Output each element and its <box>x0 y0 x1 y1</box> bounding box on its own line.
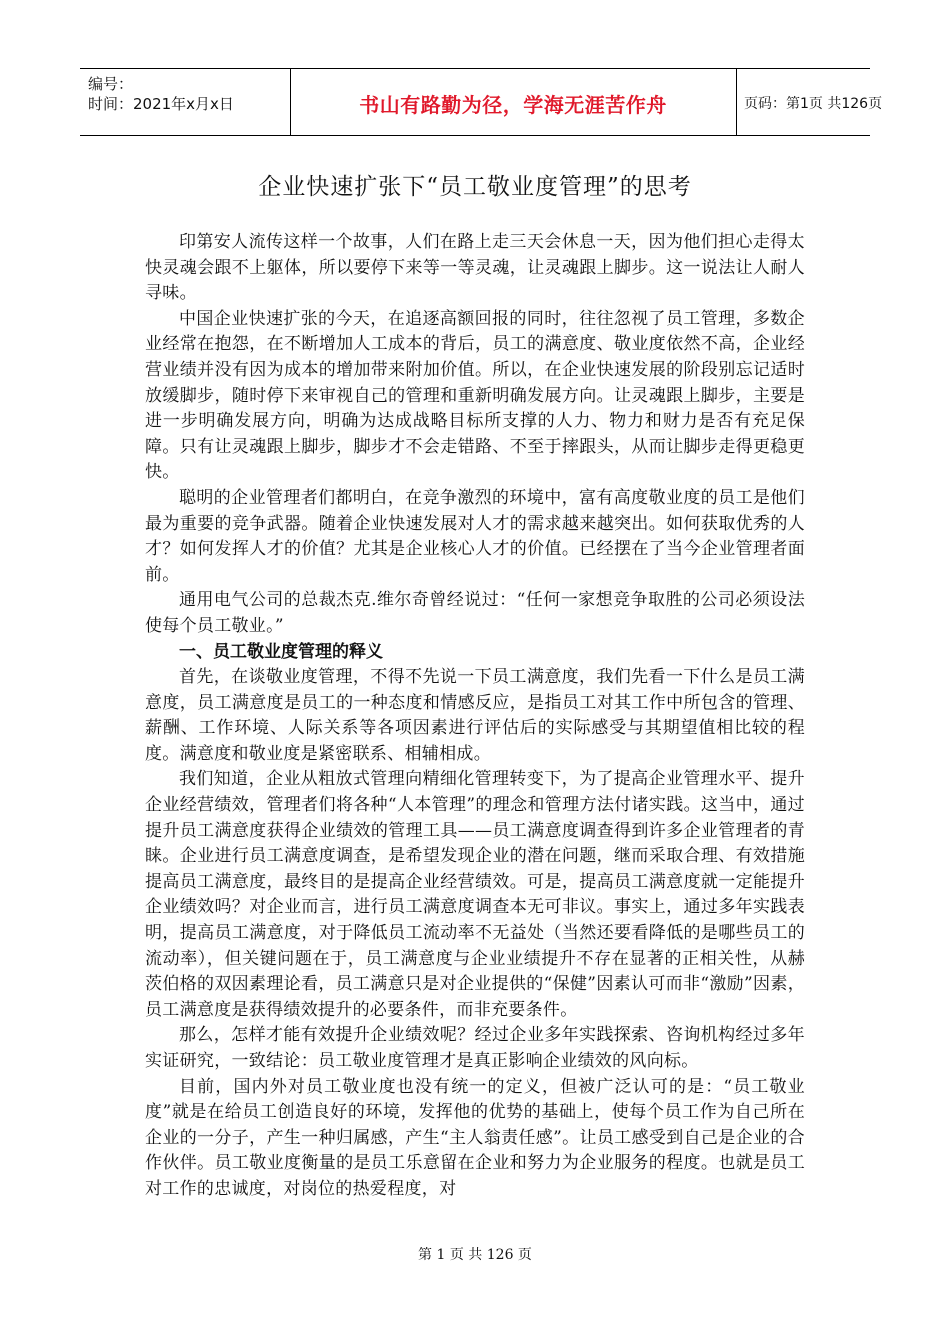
header-meta-cell <box>80 69 291 135</box>
header-page-cell <box>736 69 883 135</box>
body-paragraph: 中国企业快速扩张的今天，在追逐高额回报的同时，往往忽视了员工管理，多数企业经常在抱怨，在不断增加人工成本的背后，员工的满意度、敬业度依然不高，企业经营业绩并没有因为成本的增加带来附加价值。所以，在企业快速发展的阶段别忘记适时放缓脚步，随时停下来审视自己的管理和重新明确发展方向。让灵魂跟上脚步，主要是进一步明确发展方向，明确为达成战略目标所支撑的人力、物力和财力是否有充足保障。只有让灵魂跟上脚步，脚步才不会走错路、不至于摔跟头，从而让脚步走得更稳更快。 <box>145 308 805 483</box>
body-paragraph: 聪明的企业管理者们都明白，在竞争激烈的环境中，富有高度敬业度的员工是他们最为重要的竞争武器。随着企业快速发展对人才的需求越来越突出。如何获取优秀的人才？如何发挥人才的价值？尤其是企业核心人才的价值。已经摆在了当今企业管理者面前。 <box>145 487 805 585</box>
section-heading: 一、员工敬业度管理的释义 <box>179 641 383 662</box>
header-motto: 书山有路勤为径，学海无涯苦作舟 <box>359 93 667 117</box>
body-paragraph: 目前，国内外对员工敬业度也没有统一的定义，但被广泛认可的是：“员工敬业度”就是在给员工创造良好的环境，发挥他的优势的基础上，使每个员工作为自己所在企业的一分子，产生一种归属感，产生“主人翁责任感”。让员工感受到自己是企业的合作伙伴。员工敬业度衡量的是员工乐意留在企业和努力为企业服务的程度。也就是员工对工作的忠诚度，对岗位的热爱程度，对 <box>145 1076 805 1199</box>
document-title: 企业快速扩张下“员工敬业度管理”的思考 <box>258 174 692 200</box>
header-motto-cell <box>290 69 737 135</box>
document-body <box>145 230 805 1203</box>
document-date-label: 时间：2021年x月x日 <box>88 95 234 113</box>
body-paragraph: 首先，在谈敬业度管理，不得不先说一下员工满意度，我们先看一下什么是员工满意度，员工满意度是员工的一种态度和情感反应，是指员工对其工作中所包含的管理、薪酬、工作环境、人际关系等各项因素进行评估后的实际感受与其期望值相比较的程度。满意度和敬业度是紧密联系、相辅相成。 <box>145 667 805 764</box>
page-header <box>80 68 883 136</box>
body-paragraph: 印第安人流传这样一个故事，人们在路上走三天会休息一天，因为他们担心走得太快灵魂会跟不上躯体，所以要停下来等一等灵魂，让灵魂跟上脚步。这一说法让人耐人寻味。 <box>145 232 805 304</box>
page-footer: 第 1 页 共 126 页 <box>418 1247 532 1263</box>
body-paragraph: 那么，怎样才能有效提升企业绩效呢？经过企业多年实践探索、咨询机构经过多年实证研究，一致结论：员工敬业度管理才是真正影响企业绩效的风向标。 <box>145 1025 805 1071</box>
header-page-info: 页码：第1页 共126页 <box>744 96 883 112</box>
body-paragraph: 通用电气公司的总裁杰克.维尔奇曾经说过：“任何一家想竞争取胜的公司必须设法使每个员工敬业。” <box>145 590 805 636</box>
document-number-label: 编号： <box>88 75 134 93</box>
body-paragraph: 我们知道，企业从粗放式管理向精细化管理转变下，为了提高企业管理水平、提升企业经营绩效，管理者们将各种“人本管理”的理念和管理方法付诸实践。这当中，通过提升员工满意度获得企业绩效的管理工具——员工满意度调查得到许多企业管理者的青睐。企业进行员工满意度调查，是希望发现企业的潜在问题，继而采取合理、有效措施提高员工满意度，最终目的是提高企业经营绩效。可是，提高员工满意度就一定能提升企业绩效吗？对企业而言，进行员工满意度调查本无可非议。事实上，通过多年实践表明，提高员工满意度，对于降低员工流动率不无益处（当然还要看降低的是哪些员工的流动率），但关键问题在于，员工满意度与企业业绩提升不存在显著的正相关性，从赫茨伯格的双因素理论看，员工满意只是对企业提供的“保健”因素认可而非“激励”因素，员工满意度是获得绩效提升的必要条件，而非充要条件。 <box>145 769 805 1020</box>
